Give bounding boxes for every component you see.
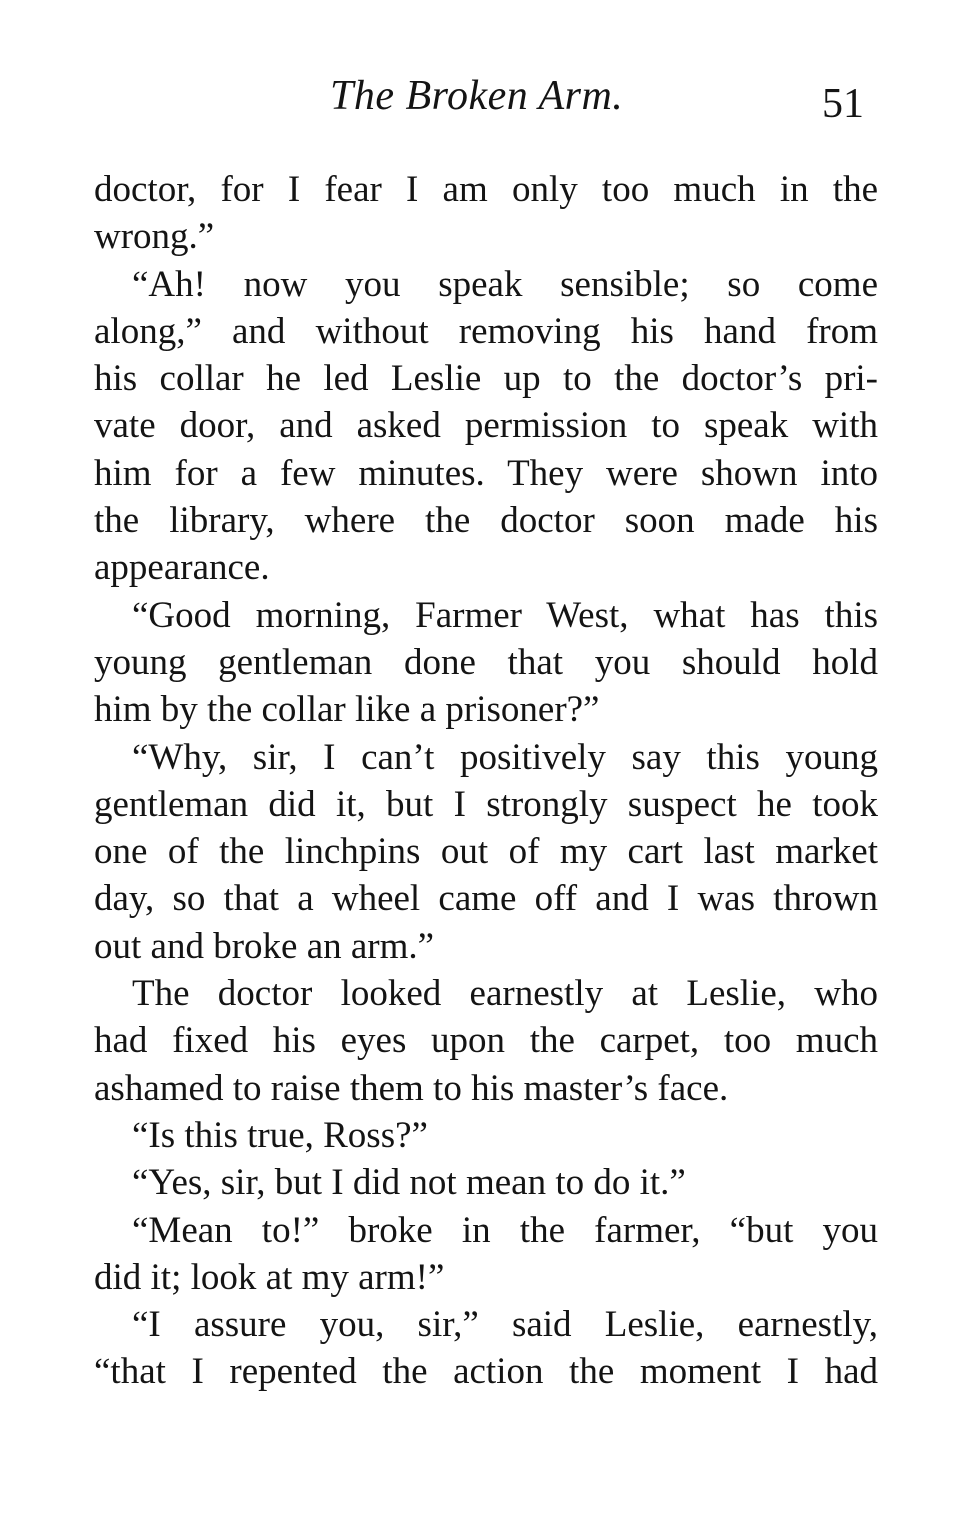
text-line: did it; look at my arm!” — [94, 1256, 445, 1298]
text-line: “Why, sir, I can’t positively say this young — [132, 736, 878, 778]
text-line: gentleman did it, but I strongly suspect he took — [94, 783, 878, 825]
running-head — [0, 70, 974, 130]
text-line: one of the linchpins out of my cart last market — [94, 831, 878, 873]
text-line: doctor, for I fear I am only too much in the — [94, 169, 878, 210]
text-line: young gentleman done that you should hold — [94, 641, 878, 683]
text-line: day, so that a wheel came off and I was thrown — [94, 878, 878, 920]
text-line: appearance. — [94, 547, 270, 589]
text-line: had fixed his eyes upon the carpet, too much — [94, 1020, 878, 1062]
text-line: vate door, and asked permission to speak with — [94, 405, 878, 447]
text-line: wrong.” — [94, 216, 215, 258]
text-line: him by the collar like a prisoner?” — [94, 689, 600, 731]
text-line: along,” and without removing his hand from — [94, 310, 878, 352]
text-line: out and broke an arm.” — [94, 925, 435, 967]
text-line: The doctor looked earnestly at Leslie, who — [132, 973, 878, 1015]
text-line: “I assure you, sir,” said Leslie, earnestly, — [132, 1304, 878, 1346]
text-line: “Ah! now you speak sensible; so come — [132, 263, 878, 305]
body-text — [94, 166, 878, 1396]
text-line: ashamed to raise them to his master’s face. — [94, 1067, 729, 1109]
text-line: him for a few minutes. They were shown into — [94, 452, 878, 494]
running-title: The Broken Arm. — [330, 73, 624, 119]
text-line: “that I repented the action the moment I had — [94, 1351, 878, 1393]
text-line: “Yes, sir, but I did not mean to do it.” — [132, 1162, 686, 1204]
text-line: “Mean to!” broke in the farmer, “but you — [132, 1209, 878, 1251]
text-line: “Is this true, Ross?” — [132, 1114, 428, 1156]
text-line: his collar he led Leslie up to the doctor’s pri- — [94, 358, 878, 400]
text-line: the library, where the doctor soon made his — [94, 500, 878, 542]
text-line: “Good morning, Farmer West, what has this — [132, 594, 878, 636]
page-number: 51 — [822, 81, 864, 127]
